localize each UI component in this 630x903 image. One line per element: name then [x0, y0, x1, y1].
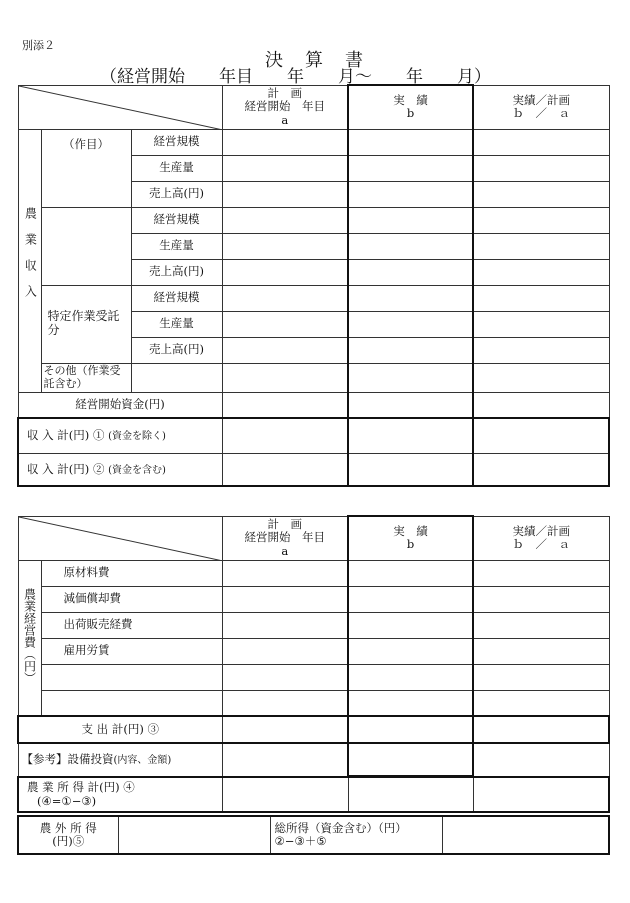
ratio-cell[interactable]	[473, 155, 609, 181]
actual-cell[interactable]	[348, 560, 473, 586]
income-total2-text: 収 入 計(円) ②	[27, 461, 105, 476]
document-title: 決 算 書	[265, 50, 365, 71]
income-side-text: 農業収入	[23, 206, 38, 311]
income-side-label	[18, 129, 41, 392]
plan-cell[interactable]	[222, 664, 348, 690]
actual-column-header	[348, 85, 473, 129]
actual-cell[interactable]	[348, 716, 473, 743]
ratio-cell[interactable]	[473, 259, 609, 285]
plan-header-line3: a	[281, 112, 289, 127]
actual-cell[interactable]	[348, 181, 473, 207]
plan-cell[interactable]	[222, 129, 348, 155]
ratio-cell[interactable]	[473, 181, 609, 207]
actual-cell[interactable]	[348, 155, 473, 181]
actual-header-line1: 実 績	[393, 93, 428, 108]
income-total2-label	[18, 453, 222, 486]
off-farm-income-value[interactable]	[118, 816, 270, 854]
plan-cell[interactable]	[222, 690, 348, 716]
row-label: 生産量	[131, 311, 222, 337]
actual-cell[interactable]	[348, 207, 473, 233]
ratio-cell[interactable]	[473, 311, 609, 337]
corner-diagonal-cell	[18, 85, 222, 129]
ratio-cell[interactable]	[473, 207, 609, 233]
ratio-cell[interactable]	[473, 418, 609, 453]
expense-table	[17, 515, 610, 777]
actual-header-line2: b	[406, 106, 415, 121]
expense-item-label: 出荷販売経費	[41, 612, 222, 638]
ratio-cell[interactable]	[473, 612, 609, 638]
expense-side-label	[18, 560, 41, 716]
ratio-cell[interactable]	[473, 285, 609, 311]
actual-cell[interactable]	[348, 363, 473, 392]
actual-cell[interactable]	[348, 690, 473, 716]
plan-cell[interactable]	[222, 392, 348, 418]
capex-reference-label	[18, 743, 222, 776]
row-label: 売上高(円)	[131, 181, 222, 207]
actual-cell[interactable]	[348, 586, 473, 612]
ratio-header-line2: ｂ ／ ａ	[512, 106, 571, 120]
plan-cell[interactable]	[222, 453, 348, 486]
plan-cell[interactable]	[222, 418, 348, 453]
farm-income-label	[18, 777, 222, 812]
crop-group-blank[interactable]	[41, 207, 131, 285]
ratio-header-line1: 実績／計画	[512, 523, 570, 538]
row-label: 生産量	[131, 155, 222, 181]
plan-cell[interactable]	[222, 612, 348, 638]
actual-cell[interactable]	[348, 453, 473, 486]
ratio-cell[interactable]	[473, 690, 609, 716]
ratio-cell[interactable]	[473, 664, 609, 690]
actual-cell[interactable]	[348, 311, 473, 337]
income-table	[17, 84, 610, 487]
plan-header-line1: 計 画	[267, 86, 303, 101]
total-income-label	[270, 816, 442, 854]
expense-item-blank[interactable]	[41, 664, 222, 690]
plan-header-line3: a	[281, 543, 289, 558]
income-total1-label	[18, 418, 222, 453]
expense-item-label: 雇用労賃	[41, 638, 222, 664]
actual-cell[interactable]	[348, 743, 473, 776]
income-total2-note: (資金を含む)	[108, 464, 166, 476]
plan-cell[interactable]	[222, 233, 348, 259]
ratio-cell[interactable]	[473, 716, 609, 743]
actual-cell[interactable]	[348, 612, 473, 638]
ratio-header-line2: ｂ ／ ａ	[512, 537, 570, 551]
ratio-cell[interactable]	[473, 392, 609, 418]
other-income-label: その他（作業受託含む）	[41, 363, 131, 392]
actual-cell[interactable]	[348, 777, 473, 812]
actual-header-line1: 実 績	[393, 524, 428, 539]
plan-cell[interactable]	[222, 337, 348, 363]
actual-cell[interactable]	[348, 638, 473, 664]
expense-item-label: 原材料費	[41, 560, 222, 586]
row-label: 売上高(円)	[131, 337, 222, 363]
plan-cell[interactable]	[222, 207, 348, 233]
row-label: 生産量	[131, 233, 222, 259]
ratio-cell[interactable]	[473, 233, 609, 259]
ratio-cell[interactable]	[473, 129, 609, 155]
plan-cell[interactable]	[222, 259, 348, 285]
farm-income-table	[17, 776, 610, 813]
plan-header-line2: 経営開始 年目	[244, 99, 326, 114]
ratio-column-header	[473, 516, 609, 560]
income-total1-text: 収 入 計(円) ①	[27, 428, 105, 442]
actual-cell[interactable]	[348, 285, 473, 311]
actual-cell[interactable]	[348, 259, 473, 285]
plan-cell[interactable]	[222, 363, 348, 392]
off-farm-line2: (円)⑤	[52, 834, 85, 848]
actual-cell[interactable]	[348, 392, 473, 418]
plan-cell[interactable]	[222, 716, 348, 743]
actual-cell[interactable]	[348, 129, 473, 155]
document-period: （経営開始 年目 年 月～ 年 月）	[100, 67, 491, 87]
ratio-cell[interactable]	[473, 453, 609, 486]
plan-cell[interactable]	[222, 586, 348, 612]
diagonal-line	[19, 86, 223, 130]
total-income-value[interactable]	[442, 816, 609, 854]
other-income-blank[interactable]	[131, 363, 222, 392]
expense-side-text: 農業経営費（円）	[22, 588, 37, 685]
total-income-table	[17, 815, 610, 855]
ratio-cell[interactable]	[473, 586, 609, 612]
actual-cell[interactable]	[348, 664, 473, 690]
farm-income-line2: (④=①−③)	[37, 793, 97, 808]
capex-reference-note: (内容、金額)	[113, 755, 172, 766]
expense-total-label: 支 出 計(円) ③	[18, 716, 222, 743]
row-label: 経営規模	[131, 129, 222, 155]
plan-header-line2: 経営開始 年目	[244, 530, 325, 545]
corner-diagonal-cell	[18, 516, 222, 560]
ratio-cell[interactable]	[473, 560, 609, 586]
plan-cell[interactable]	[222, 155, 348, 181]
ratio-cell[interactable]	[473, 363, 609, 392]
startup-fund-label: 経営開始資金(円)	[18, 392, 222, 418]
actual-column-header	[348, 516, 473, 560]
ratio-header-line1: 実績／計画	[512, 92, 571, 107]
expense-item-blank[interactable]	[41, 690, 222, 716]
ratio-cell[interactable]	[473, 777, 609, 812]
plan-cell[interactable]	[222, 777, 348, 812]
crop-group-label: （作目）	[41, 129, 131, 207]
plan-cell[interactable]	[222, 311, 348, 337]
off-farm-income-label	[18, 816, 118, 854]
plan-header-line1: 計 画	[267, 517, 302, 532]
plan-cell[interactable]	[222, 181, 348, 207]
total-income-line2: ②−③＋⑤	[274, 834, 327, 848]
plan-column-header	[222, 516, 348, 560]
actual-cell[interactable]	[348, 233, 473, 259]
actual-cell[interactable]	[348, 337, 473, 363]
plan-cell[interactable]	[222, 638, 348, 664]
row-label: 売上高(円)	[131, 259, 222, 285]
actual-cell[interactable]	[348, 418, 473, 453]
ratio-cell[interactable]	[473, 337, 609, 363]
plan-cell[interactable]	[222, 560, 348, 586]
diagonal-line	[19, 517, 223, 561]
row-label: 経営規模	[131, 285, 222, 311]
income-total1-note: (資金を除く)	[108, 431, 166, 442]
total-income-line1: 総所得（資金含む）（円）	[274, 820, 407, 835]
ratio-cell[interactable]	[473, 638, 609, 664]
contract-work-label: 特定作業受託分	[41, 285, 131, 363]
capex-reference-text: 【参考】設備投資	[21, 752, 114, 766]
row-label: 経営規模	[131, 207, 222, 233]
annex-label: 別添２	[22, 39, 55, 52]
plan-cell[interactable]	[222, 285, 348, 311]
off-farm-line1: 農 外 所 得	[39, 820, 97, 835]
ratio-cell[interactable]	[473, 743, 609, 776]
expense-item-label: 減価償却費	[41, 586, 222, 612]
plan-column-header	[222, 85, 348, 129]
farm-income-line1: 農 業 所 得 計(円) ④	[27, 780, 135, 795]
actual-header-line2: b	[406, 537, 415, 552]
plan-cell[interactable]	[222, 743, 348, 776]
ratio-column-header	[473, 85, 609, 129]
